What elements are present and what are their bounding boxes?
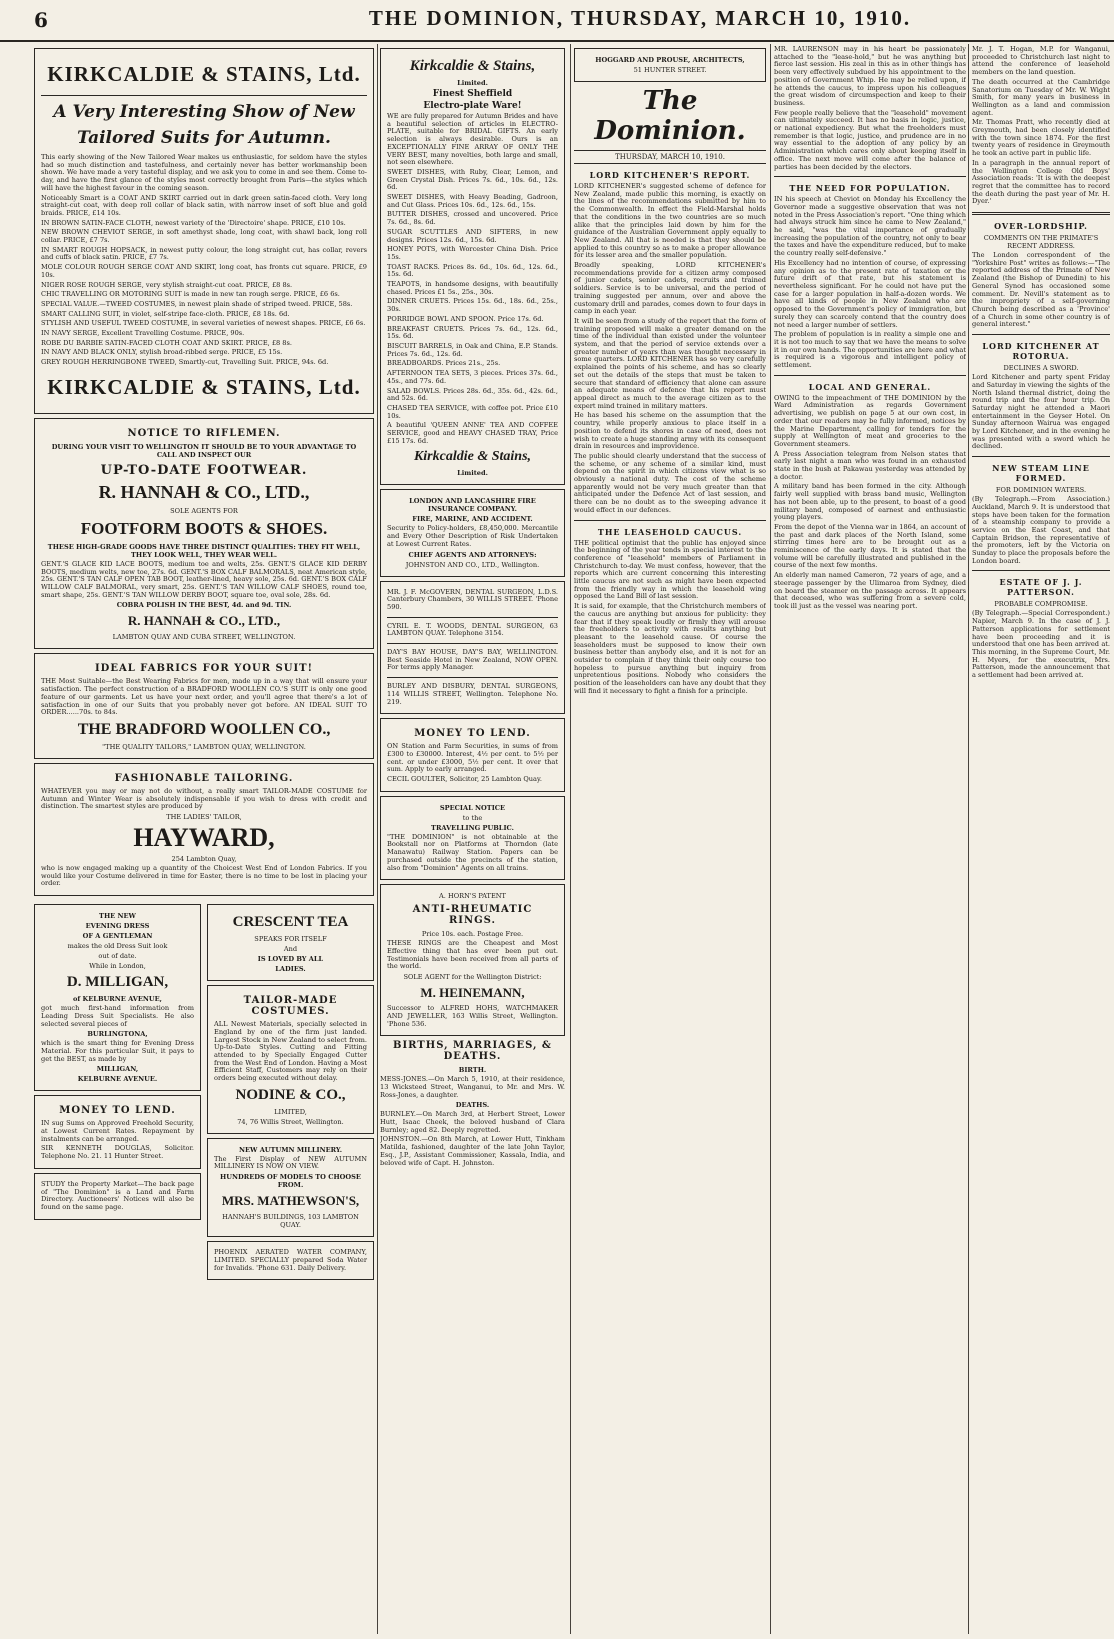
ad-heading: MONEY TO LEND. bbox=[414, 728, 531, 740]
article-title: OVER-LORDSHIP. bbox=[994, 221, 1088, 232]
ad-address: Successor to ALFRED HOHS, WATCHMAKER AND JEWELLER, 163 Willis Street, Wellington. 'Phone 536. bbox=[387, 1004, 558, 1028]
ad-text: ON Station and Farm Securities, in sums of from £300 to £30000. Interest, 4½ per cent. to 5½ per cent. or under £3000, 5½ per cent. It over that sum. Apply to early arranged. bbox=[387, 742, 558, 774]
ad-heading: NEW AUTUMN MILLINERY. bbox=[238, 1145, 343, 1154]
ad-line: Limited. bbox=[457, 469, 488, 478]
article-title: THE LEASEHOLD CAUCUS. bbox=[597, 526, 743, 537]
ad-heading: TAILOR-MADE COSTUMES. bbox=[243, 995, 338, 1018]
ad-text: WE are fully prepared for Autumn Brides and have a beautiful selection of articles in ELECTRO-PLATE, suitable for BRIDAL GIFTS. An early selection is always desirable. Ours is an EXCEPTIONALLY FINE ARRAY OF ONLY THE VERY BEST, many novelties, both large and small, not seen elsewhere. bbox=[387, 112, 558, 167]
article-paragraph: THE political optimist that the public has enjoyed since the beginning of the year tends in special interest to the conference of "leasehold" members of Parliament in Christchurch to-day. We must confess, however, that the reports which are current concerning this interesting little caucus are not such as might have been expected from the friendly way in which the leasehold wing opposed the Land Bill of last session. bbox=[574, 538, 766, 601]
ad-text: IN sug Sums on Approved Freehold Security, at Lowest Current Rates. Repayment by instalments can be arranged. bbox=[41, 1119, 194, 1143]
ad-line: EVENING DRESS bbox=[85, 922, 150, 931]
article-paragraph: He has based his scheme on the assumption that the country, while properly anxious to place itself in a position to defend its shores in case of need, does not wish to create a huge standing army with its consequent drain in resources and improvidence. bbox=[574, 411, 766, 451]
ad-text: who is now engaged making up a quantity of the Choicest West End of London Fabrics. If you would like your Costume delivered in time for Easter, there is no time to be lost in placing your order. bbox=[41, 864, 367, 888]
crescent-tea-ad bbox=[207, 904, 374, 981]
mathewson-millinery-ad bbox=[207, 1138, 374, 1237]
ad-text: which is the smart thing for Evening Dress Material. For this particular Suit, it pays to get the BEST, as made by bbox=[41, 1039, 194, 1063]
ad-item: SPECIAL VALUE.—TWEED COSTUMES, in newest plain shade of striped tweed. PRICE, 58s. bbox=[41, 299, 353, 308]
ad-firm-name: R. HANNAH & CO., LTD., bbox=[98, 481, 310, 502]
article-paragraph: In a paragraph in the annual report of the Wellington College Old Boys' Association reads: 'It is with the deepest regret that the committee has to record the death during the past year of Mr. H. Dyer.' bbox=[972, 158, 1110, 206]
column-1-advertisements bbox=[34, 44, 374, 1634]
ad-item: CHIC TRAVELLING OR MOTORING SUIT is made in new tan rough serge. PRICE, £6 6s. bbox=[41, 290, 340, 299]
ad-item: BREAKFAST CRUETS. Prices 7s. 6d., 12s. 6d., 15s. 6d. bbox=[387, 324, 558, 341]
ad-heading: HOGGARD AND PROUSE, ARCHITECTS, bbox=[595, 56, 745, 64]
kirkcaldie-electroplate-ad bbox=[380, 48, 565, 485]
article-title: LORD KITCHENER AT ROTORUA. bbox=[982, 341, 1100, 362]
ad-line: of KELBURNE AVENUE, bbox=[73, 995, 162, 1004]
ad-item: SALAD BOWLS. Prices 28s. 6d., 35s. 6d., 42s. 6d., and 52s. 6d. bbox=[387, 386, 558, 403]
section-heading: BIRTHS, MARRIAGES, & DEATHS. bbox=[393, 1040, 552, 1063]
newspaper-title-line: THE DOMINION, THURSDAY, MARCH 10, 1910. bbox=[368, 6, 912, 30]
notice-text: BURNLEY.—On March 3rd, at Herbert Street, Lower Hutt, Isaac Cheek, the beloved husband of Clara Burnley; aged 82. Deeply regretted. bbox=[380, 1110, 565, 1134]
ad-item: IN NAVY AND BLACK ONLY, stylish broad-ribbed serge. PRICE, £5 15s. bbox=[41, 348, 283, 357]
hannah-footwear-ad bbox=[34, 418, 374, 650]
ad-subheading: Tailored Suits for Autumn. bbox=[77, 128, 331, 148]
ad-text: BURLEY AND DISBURY, DENTAL SURGEONS, 114 WILLIS STREET, Wellington. Telephone No. 219. bbox=[387, 682, 558, 706]
subsection-heading: DEATHS. bbox=[455, 1101, 490, 1110]
ad-line: SPEAKS FOR ITSELF bbox=[254, 935, 327, 944]
ad-item: SWEET DISHES, with Ruby, Clear, Lemon, and Green Crystal Dish. Prices 7s. 6d., 10s. 6d., 12s. 6d. bbox=[387, 167, 558, 192]
article-paragraph: It will be seen from a study of the report that the form of training proposed will make a greater demand on the time of the individual than existed under the volunteer system, and that the period of service extends over a greater number of years than was thought necessary in some quarters. LORD KITCHENER has so very carefully explained the points of his scheme, and has so clearly set out the details of the steps that must be taken to secure that standard of efficiency that alone can assure an adequate means of defence that his report must appeal direct as much to the average citizen as to the expert mind trained in military matters. bbox=[574, 316, 766, 410]
kirkcaldie-tailored-suits-ad bbox=[34, 48, 374, 414]
hayward-tailoring-ad bbox=[34, 763, 374, 896]
ad-intro: This early showing of the New Tailored Wear makes us enthusiastic, for seldom have the styles had so much distinction and tastefulness, and certainly never has better workmanship been shown. We have made a very tasteful display, and we ask you to come in and see them. Come to-day, and have the first glance of the styles most correctly brought from Paris—the styles which will have the highest favour in the coming season. bbox=[41, 153, 367, 192]
ad-line: Electro-plate Ware! bbox=[423, 101, 522, 111]
ad-text: "THE DOMINION" is not obtainable at the Bookstall nor on Platforms at Thorndon (late Manawatu) Railway Station. Papers can be purchased outside the precincts of the station, also from "Dominion" Agents on all trains. bbox=[387, 832, 558, 872]
architects-notice bbox=[574, 48, 766, 82]
ad-line: Limited. bbox=[457, 79, 488, 87]
ad-line: LADIES. bbox=[275, 965, 306, 974]
ad-firm-name: D. MILLIGAN, bbox=[66, 974, 169, 991]
ad-item: IN BROWN SATIN-FACE CLOTH, newest variety of the 'Directoire' shape. PRICE, £10 10s. bbox=[41, 218, 346, 227]
article-paragraph: The death occurred at the Cambridge Sanatorium on Tuesday of Mr. W. Wight Smith, for many years in business in Wellington as a land and commission agent. bbox=[972, 77, 1110, 117]
ad-footer: KIRKCALDIE & STAINS, Ltd. bbox=[47, 374, 361, 399]
article-title: THE NEED FOR POPULATION. bbox=[789, 183, 951, 194]
ad-heading: KIRKCALDIE & STAINS, Ltd. bbox=[47, 62, 361, 86]
ad-item: NEW BROWN CHEVIOT SERGE, in soft amethyst shade, long coat, with shawl back, long roll collar. PRICE, £7 7s. bbox=[41, 228, 367, 245]
ad-items: GENT.'S GLACE KID LACE BOOTS, medium toe and welts, 25s. GENT.'S GLACE KID DERBY BOOTS, medium welts, new toe, 27s. 6d. GENT.'S BOX CALF BALMORALS, neat American style, 25s. GENT.'S TAN CALF OPEN TAB BOOT, leather-lined, heavy sole, 25s. 6d. GENT.'S BOX CALF WILLOW CALF BALMORAL, very smart, 25s. GENT.'S TAN WILLOW CALF SHOES, round toe, smart shape, 25s. GENT.'S TAN WILLOW DERBY BOOT, square toe, oval sole, 28s. 6d. bbox=[41, 559, 367, 599]
ad-text: THESE RINGS are the Cheapest and Most Effective thing that has ever been put out. Testimonials have been received from all parts of the world. bbox=[387, 939, 558, 971]
bradford-woollen-ad bbox=[34, 653, 374, 759]
ad-text: The First Display of NEW AUTUMN MILLINERY IS NOW ON VIEW. bbox=[214, 1154, 367, 1171]
phoenix-aerated-water-ad bbox=[207, 1241, 374, 1280]
ad-address: 254 Lambton Quay, bbox=[171, 855, 237, 864]
ad-text: THE Most Suitable—the Best Wearing Fabrics for men, made up in a way that will ensure your satisfaction. The perfect construction of a BRADFORD WOOLLEN CO.'S SUIT is only one good feature of our garments. Let us have your next order, and you'll agree that there's a lot of satisfaction in one of our Suits that you probably never got before. AN IDEAL SUIT TO ORDER......70s. to 84s. bbox=[41, 677, 367, 717]
article-paragraph: LORD KITCHENER's suggested scheme of defence for New Zealand, made public this morning, is exactly on the lines of the recommendations submitted by him to the Commonwealth. In effect the Field-Marshal holds that the conditions in the two countries are so much alike that the principles laid down by him for the guidance of the Australian Government apply equally to New Zealand. All that is needed is that they should be applied to this country so as to make a proper allowance for its lesser area and the smaller population. bbox=[574, 182, 766, 260]
column-rule bbox=[968, 44, 969, 1634]
ad-item: TEAPOTS, in handsome designs, with beautifully chased. Prices £1 5s., 25s., 30s. bbox=[387, 280, 558, 296]
article-paragraph: OWING to the impeachment of THE DOMINION by the Ward Administration as regards Government advertising, we publish on page 5 at our own cost, in order that our readers may be fully informed, notices by the Marine Department, calling for tenders for the supply at Wellington of meat and groceries to the Government steamers. bbox=[774, 393, 966, 448]
ad-item: SMART CALLING SUIT, in violet, self-stripe face-cloth. PRICE, £8 18s. 6d. bbox=[41, 309, 290, 318]
ad-firm-name: NODINE & CO., bbox=[235, 1086, 346, 1103]
ad-firm-name: MRS. MATHEWSON'S, bbox=[221, 1193, 360, 1209]
ad-subheading: A Very Interesting Show of New bbox=[53, 102, 355, 122]
anti-rheumatic-rings-ad bbox=[380, 884, 565, 1036]
money-to-lend-ad bbox=[380, 718, 565, 792]
ad-item: SWEET DISHES, with Heavy Beading, Gadroon, and Cut Glass. Prices 10s. 6d., 12s. 6d., 15s. bbox=[387, 193, 558, 209]
ad-line: BURLINGTONA, bbox=[87, 1030, 148, 1039]
article-subtitle: DECLINES A SWORD. bbox=[1003, 364, 1079, 373]
ad-line: IS LOVED BY ALL bbox=[257, 955, 324, 964]
newspaper-nameplate: The Dominion. bbox=[594, 86, 746, 146]
ad-text: THE LADIES' TAILOR, bbox=[166, 813, 242, 822]
ad-line: out of date. bbox=[98, 952, 137, 961]
article-paragraph: His Excellency had no intention of course, of expressing any opinion as to the present rate of taxation or the future drift of that rate, but his statement is nevertheless significant. For he could not have put the case for a larger population in half-a-dozen words. We have all kinds of people in New Zealand who are opposed to the Government's policy of immigration, but surely they can scarcely contend that the country does not need a larger number of settlers. bbox=[774, 258, 966, 329]
ad-heading: MONEY TO LEND. bbox=[59, 1105, 176, 1117]
ad-line: And bbox=[283, 945, 298, 954]
notice-text: MESS-JONES.—On March 5, 1910, at their residence, 13 Wicksteed Street, Wanganui, to Mr. and Mrs. W. Ross-Jones, a daughter. bbox=[380, 1075, 565, 1099]
ad-line: SOLE AGENT for the Wellington District: bbox=[403, 973, 542, 982]
ad-item: TOAST RACKS. Prices 8s. 6d., 10s. 6d., 12s. 6d., 15s. 6d. bbox=[387, 262, 558, 279]
ad-item: AFTERNOON TEA SETS, 3 pieces. Prices 37s. 6d., 45s., and 77s. 6d. bbox=[387, 369, 558, 385]
ad-firm-name: M. HEINEMANN, bbox=[420, 985, 525, 1001]
column-rule bbox=[570, 44, 571, 1634]
article-paragraph: Broadly speaking, LORD KITCHENER's recommendations provide for a citizen army composed of junior cadets, senior cadets, recruits and trained soldiers. Service is to be universal, and the period of training suggested per annum, over and above the customary drill and parades, comes down to four days in camp in each year. bbox=[574, 261, 766, 316]
ad-text: ALL Newest Materials, specially selected in England by one of the firm just landed. Largest Stock in New Zealand to select from. Up-to-Date Styles. Cutting and Fitting attended to by Specially Engaged Cutter from the West End of London. Having a Most Efficient Staff, Customers may rely on their orders being executed without delay. bbox=[214, 1020, 367, 1083]
article-paragraph: The London correspondent of the "Yorkshire Post" writes as follows:—"The reported address of the Primate of New Zealand (the Bishop of Dunedin) to his General Synod has occasioned some comment. Dr. Nevill's statement as to the impropriety of a self-governing Church being described as a 'Province' of a Church in some other country is of general interest." bbox=[972, 251, 1110, 329]
article-title: LORD KITCHENER'S REPORT. bbox=[589, 170, 751, 180]
editorial-date-line: THURSDAY, MARCH 10, 1910. bbox=[574, 150, 766, 164]
masthead bbox=[0, 0, 1114, 42]
ad-heading: ANTI-RHEUMATIC RINGS. bbox=[412, 904, 533, 927]
ad-item: ROBE DU BARBIE SATIN-FACED CLOTH COAT AND SKIRT. PRICE, £8 8s. bbox=[41, 338, 292, 347]
ad-brand: FOOTFORM BOOTS & SHOES. bbox=[80, 518, 328, 538]
ad-line: A. HORN'S PATENT bbox=[439, 892, 506, 901]
ad-item: DINNER CRUETS. Prices 15s. 6d., 18s. 6d., 25s., 30s. bbox=[387, 297, 558, 314]
ad-item: CHASED TEA SERVICE, with coffee pot. Price £10 10s. bbox=[387, 403, 558, 420]
column-rule bbox=[377, 44, 378, 1634]
ad-heading: NOTICE TO RIFLEMEN. bbox=[127, 427, 281, 439]
article-paragraph: (By Telegraph.—From Association.) Auckland, March 9. It is understood that steps have been taken for the formation of a steamship company to provide a service on the East Coast, and that Captain Bridson, the representative of the promoters, left by the Victoria on Sunday to place the proposals before the London board. bbox=[972, 495, 1110, 565]
ad-line: LIMITED, bbox=[274, 1107, 307, 1116]
ad-item: GREY ROUGH HERRINGBONE TWEED, Smartly-cut, Travelling Suit. PRICE, 94s. 6d. bbox=[41, 358, 329, 367]
ad-text: CYRIL E. T. WOODS, DENTAL SURGEON, 63 LAMBTON QUAY. Telephone 3154. bbox=[387, 621, 558, 638]
ad-item: SUGAR SCUTTLES AND SIFTERS, in new designs. Prices 12s. 6d., 15s. 6d. bbox=[387, 227, 558, 244]
london-lancashire-insurance-ad bbox=[380, 489, 565, 576]
ad-text: MR. J. F. McGOVERN, DENTAL SURGEON, L.D.S. Canterbury Chambers, 30 WILLIS STREET. 'Phone 590. bbox=[387, 587, 558, 611]
article-subtitle: COMMENTS ON THE PRIMATE'S RECENT ADDRESS. bbox=[983, 234, 1099, 251]
ad-line: CHIEF AGENTS AND ATTORNEYS: bbox=[408, 550, 537, 559]
ad-heading: FASHIONABLE TAILORING. bbox=[114, 772, 294, 784]
ad-heading: IDEAL FABRICS FOR YOUR SUIT! bbox=[94, 663, 314, 675]
article-paragraph: The problem of population is in reality a simple one and it is not too much to say that we have the means to solve it in our own hands. The opportunities are here and what is required is a vigorous and intelligent policy of settlement. bbox=[774, 330, 966, 370]
ad-item: BREADBOARDS. Prices 21s., 25s. bbox=[387, 359, 501, 368]
ad-text: STUDY the Property Market—The back page of "The Dominion" is a Land and Farm Directory. Auctioneers' Notices will also be found on the same page. bbox=[41, 1179, 194, 1211]
article-paragraph: An elderly man named Cameron, 72 years of age, and a steerage passenger by the Ulimaroa from Sydney, died on board the steamer on the passage across. It appears that deceased, who was suffering from a severe cold, took ill just as the vessel was nearing port. bbox=[774, 571, 966, 610]
article-title: ESTATE OF J. J. PATTERSON. bbox=[999, 577, 1083, 598]
ad-firm-name: HAYWARD, bbox=[133, 823, 275, 853]
ad-address: LAMBTON QUAY AND CUBA STREET, WELLINGTON. bbox=[112, 633, 296, 642]
ad-line: TRAVELLING PUBLIC. bbox=[431, 823, 514, 832]
article-title: LOCAL AND GENERAL. bbox=[808, 381, 932, 392]
ad-item: NIGER ROSE ROUGH SERGE, very stylish straight-cut coat. PRICE, £8 8s. bbox=[41, 280, 293, 289]
ad-item: IN NAVY SERGE, Excellent Travelling Costume. PRICE, 90s. bbox=[41, 329, 245, 338]
ad-heading: UP-TO-DATE FOOTWEAR. bbox=[100, 462, 308, 478]
article-paragraph: Few people really believe that the "leasehold" movement can ultimately succeed. It has no basis in logic, justice, or national expediency. But what the freeholders must remember is that logic, justice, and prudence are in no way essential to the adoption of any policy by an Administration which cares only about keeping itself in office. The next move will come after the balance of parties has been decided by the electors. bbox=[774, 108, 966, 171]
ad-firm-name: R. HANNAH & CO., LTD., bbox=[127, 613, 281, 629]
study-property-notice bbox=[34, 1173, 201, 1220]
ad-item: MOLE COLOUR ROUGH SERGE COAT AND SKIRT, long coat, has fronts cut square. PRICE, £9 10s. bbox=[41, 263, 367, 279]
article-paragraph: MR. LAURENSON may in his heart be passionately attached to the "lease-hold," but he was anything but fierce last session. His zeal in this as in other things has been very effectively subdued by his appointment to the position of Government Whip. He may be relied upon, if he attends the caucus, to impress upon his colleagues the great wisdom of circumspection and keep to their business. bbox=[774, 45, 966, 107]
article-title: NEW STEAM LINE FORMED. bbox=[992, 463, 1090, 484]
ad-line: FIRE, MARINE, AND ACCIDENT. bbox=[412, 515, 533, 524]
ad-firm-name: THE BRADFORD WOOLLEN CO., bbox=[77, 720, 331, 738]
milligan-dress-suit-ad bbox=[34, 904, 201, 1091]
ad-line: JOHNSTON AND CO., LTD., Wellington. bbox=[405, 560, 540, 569]
article-subtitle: FOR DOMINION WATERS. bbox=[995, 486, 1087, 495]
ad-line: KELBURNE AVENUE. bbox=[77, 1075, 158, 1084]
ad-text: got much first-hand information from Leading Dress Suit Specialists. He also selected several pieces of bbox=[41, 1004, 194, 1028]
ad-signature: SIR KENNETH DOUGLAS, Solicitor. Telephone No. 21. 11 Hunter Street. bbox=[41, 1144, 194, 1161]
money-to-lend-ad bbox=[34, 1095, 201, 1169]
ad-address: 74, 76 Willis Street, Wellington. bbox=[237, 1117, 344, 1126]
ad-item: BISCUIT BARRELS, in Oak and China, E.P. Stands. Prices 7s. 6d., 12s. 6d. bbox=[387, 341, 558, 358]
article-paragraph: Mr. J. T. Hogan, M.P. for Wanganui, proceeded to Christchurch last night to attend the conference of leasehold members on the land question. bbox=[972, 45, 1110, 77]
ad-line: While in London, bbox=[89, 962, 146, 971]
ad-text: DAY'S BAY HOUSE, DAY'S BAY, WELLINGTON. Best Seaside Hotel in New Zealand, NOW OPEN. For terms apply Manager. bbox=[387, 648, 558, 672]
births-marriages-deaths bbox=[380, 1040, 565, 1167]
ad-item: PORRIDGE BOWL AND SPOON. Price 17s. 6d. bbox=[387, 314, 544, 323]
ad-line: Finest Sheffield bbox=[432, 89, 513, 99]
article-paragraph: A military band has been formed in the city. Although fairly well supplied with brass band music, Wellington has not been able, up to the present, to boast of a good military band, composed of earnest and enthusiastic young players. bbox=[774, 482, 966, 522]
article-paragraph: From the depot of the Vienna war in 1864, an account of the past and dark places of the North Island, some stirring times here are to be brought out as a reminiscence of the early days. It is stated that the volume will be carefully illustrated and published in the course of the next few months. bbox=[774, 522, 966, 570]
dental-notices bbox=[380, 581, 565, 715]
ad-text: PHOENIX AERATED WATER COMPANY, LIMITED. SPECIALLY prepared Soda Water for Invalids. 'Phone 631. Daily Delivery. bbox=[214, 1248, 367, 1272]
subsection-heading: BIRTH. bbox=[458, 1066, 487, 1075]
ad-heading: LONDON AND LANCASHIRE FIRE INSURANCE COMPANY. bbox=[409, 497, 536, 514]
ad-line: to the bbox=[462, 813, 483, 822]
article-paragraph: Lord Kitchener and party spent Friday and Saturday in viewing the sights of the North Island thermal district, doing the round trip and the four hour trip. On Saturday night he attended a Maori entertainment in the Geyser Hotel. On Sunday afternoon Wairua was engaged by Lord Kitchener, and in the evening he was presented with a sword which he declined. bbox=[972, 373, 1110, 451]
ad-brand: CRESCENT TEA bbox=[232, 914, 349, 931]
ad-address: HANNAH'S BUILDINGS, 103 LAMBTON QUAY. bbox=[222, 1213, 359, 1230]
ad-address: 51 HUNTER STREET. bbox=[633, 66, 707, 74]
ad-item: IN SMART ROUGH HOPSACK, in newest putty colour, the long straight cut, has collar, revers and cuffs of black satin. PRICE, £7 7s. bbox=[41, 245, 367, 262]
article-paragraph: IN his speech at Cheviot on Monday his Excellency the Governor made a suggestive observation that was not noted in the Press Association's report. "One thing which had always struck him since he came to New Zealand," he said, "was the vital importance of gradually increasing the population of the country, not only to bear the taxes and have the expenditure reduced, but to make the country really self-defensive." bbox=[774, 195, 966, 258]
article-paragraph: (By Telegraph.—Special Correspondent.) Napier, March 9. In the case of J. J. Patterson applications for settlement have been proceeding and it is understood that one has been arrived at. This morning, in the Supreme Court, Mr. H. Myers, for the executrix, Mrs. Patterson, made the announcement that a settlement had been arrived at. bbox=[972, 609, 1110, 680]
notice-text: JOHNSTON.—On 8th March, at Lower Hutt, Tinkham Matilda, fashioned, daughter of the late John Taylor, Esq., J.P., Assistant Commissioner, Kassala, India, and beloved wife of Capt. H. Johnston. bbox=[380, 1135, 565, 1167]
column-3-editorial bbox=[574, 44, 766, 1634]
ad-line: MILLIGAN, bbox=[96, 1065, 139, 1074]
article-paragraph: A Press Association telegram from Nelson states that early last night a man who was found in an exhausted state in the bush at Pakawau yesterday was attended by a doctor. bbox=[774, 449, 966, 481]
ad-heading: SPECIAL NOTICE bbox=[439, 803, 506, 812]
article-paragraph: Mr. Thomas Pratt, who recently died at Greymouth, had been closely identified with the town since 1874. For the first twenty years of residence in Greymouth he took an active part in public life. bbox=[972, 118, 1110, 158]
ad-text: SOLE AGENTS FOR bbox=[170, 506, 238, 515]
ad-heading: Kirkcaldie & Stains, bbox=[409, 58, 536, 74]
ad-line: HUNDREDS OF MODELS TO CHOOSE FROM. bbox=[220, 1173, 361, 1190]
travelling-public-notice bbox=[380, 796, 565, 881]
ad-line: Price 10s. each. Postage Free. bbox=[421, 930, 524, 939]
ad-line: OF A GENTLEMAN bbox=[82, 932, 153, 941]
ad-text: COBRA POLISH IN THE BEST, 4d. and 9d. TIN. bbox=[116, 601, 292, 610]
ad-footer: Kirkcaldie & Stains, bbox=[413, 449, 532, 465]
ad-text: A beautiful 'QUEEN ANNE' TEA AND COFFEE SERVICE, good and HEAVY CHASED TRAY, Price £15 17s. 6d. bbox=[387, 421, 558, 445]
column-6-news bbox=[972, 44, 1110, 1634]
ad-item: BUTTER DISHES, crossed and uncovered. Price 7s. 6d., 8s. 6d. bbox=[387, 210, 558, 227]
ad-text: DURING YOUR VISIT TO WELLINGTON IT SHOULD BE TO YOUR ADVANTAGE TO CALL AND INSPECT OUR bbox=[51, 442, 357, 459]
column-2-advertisements bbox=[380, 44, 565, 1634]
ad-text: WHATEVER you may or may not do without, a really smart TAILOR-MADE COSTUME for Autumn and Winter Wear is absolutely indispensable if you wish to dress with credit and distinction. The smartest styles are produced by bbox=[41, 786, 367, 811]
article-paragraph: The public should clearly understand that the success of the scheme, or any scheme of a similar kind, must depend on the spirit in which citizens view what is so obviously a national duty. The cost of the scheme apparently would not be very much greater than that anticipated under the Defence Act of last session, and there can be no doubt as to the sweeping advance it would effect in our defences. bbox=[574, 451, 766, 514]
column-4-news bbox=[774, 44, 966, 1634]
ad-item: Noticeably Smart is a COAT AND SKIRT carried out in dark green satin-faced cloth. Very long straight-cut coat, with deep roll collar of black satin, with narrow inset of soft blue and gold braids. PRICE, £14 10s. bbox=[41, 193, 367, 217]
article-subtitle: PROBABLE COMPROMISE. bbox=[994, 600, 1088, 609]
ad-line: THE NEW bbox=[99, 912, 136, 921]
article-paragraph: It is said, for example, that the Christchurch members of the caucus are anything but anxious for publicity: they fear that if they speak loudly or firmly they will arouse the freeholders to activity with results anything but pleasant to the leasehold cause. Of course the leaseholders must be supposed to know their own business better than anybody else, and it is not for an outsider to complain if they think their only course too hopeless to pursue anything but inquiry from unpretentious positions. Nobody who considers the position of the leaseholders can have any doubt that they will find it necessary to fight a finish for a principle. bbox=[574, 602, 766, 695]
ad-line: makes the old Dress Suit look bbox=[67, 942, 168, 951]
ad-item: STYLISH AND USEFUL TWEED COSTUME, in several varieties of newest shapes. PRICE, £6 6s. bbox=[41, 319, 366, 328]
ad-item: HONEY POTS, with Worcester China Dish. Price 15s. bbox=[387, 245, 558, 261]
nodine-costumes-ad bbox=[207, 985, 374, 1134]
ad-text: THESE HIGH-GRADE GOODS HAVE THREE DISTINCT QUALITIES: THEY FIT WELL, THEY LOOK WELL, THEY WEAR WELL. bbox=[47, 542, 361, 559]
page-number: 6 bbox=[34, 8, 48, 32]
ad-text: Security to Policy-holders, £8,450,000. Mercantile and Every Other Description of Risk Undertaken at Lowest Current Rates. bbox=[387, 524, 558, 548]
column-rule bbox=[770, 44, 771, 1634]
ad-signature: CECIL GOULTER, Solicitor, 25 Lambton Quay. bbox=[387, 775, 542, 784]
ad-address: "THE QUALITY TAILORS," LAMBTON QUAY, WELLINGTON. bbox=[102, 742, 306, 751]
